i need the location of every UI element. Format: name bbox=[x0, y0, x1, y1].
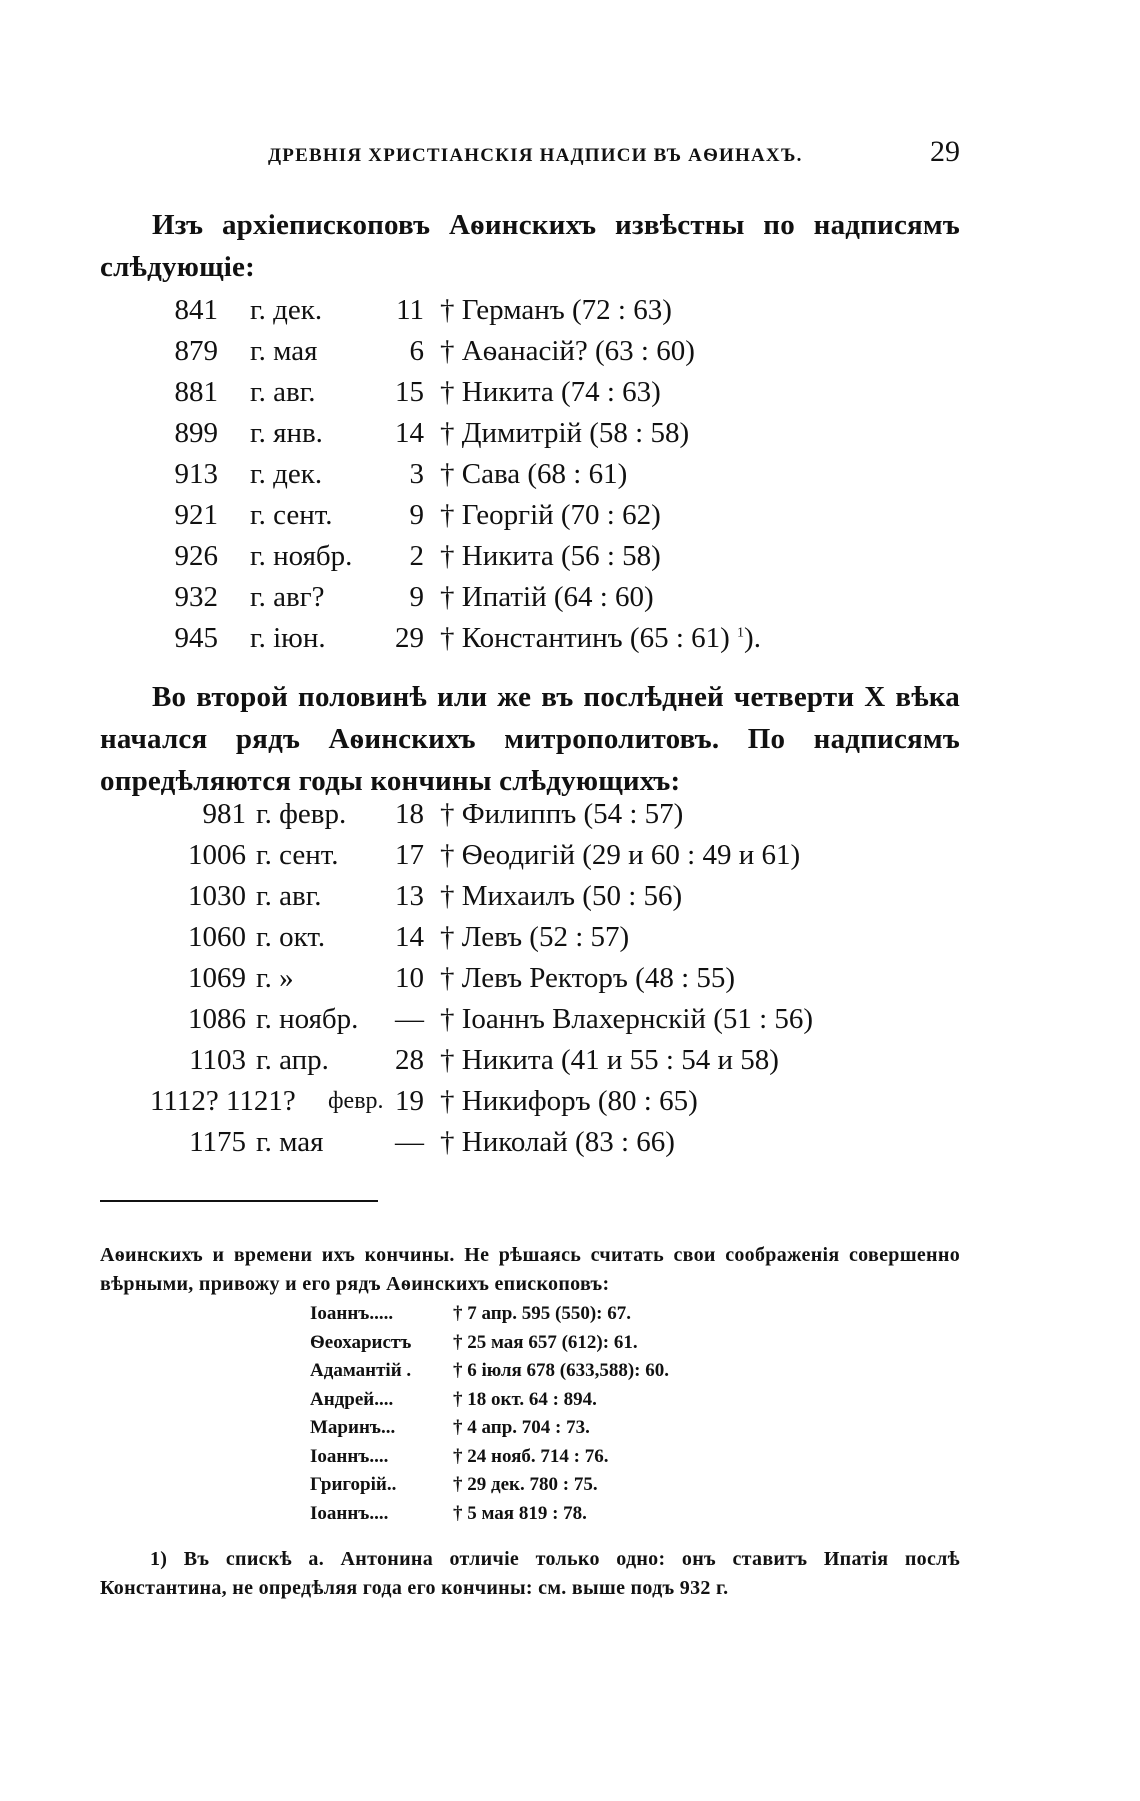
year: 932 bbox=[174, 581, 218, 613]
footnote-mark: 1) bbox=[150, 1548, 168, 1570]
year: 981 bbox=[202, 798, 246, 830]
list-item bbox=[150, 839, 870, 880]
footnote-continuation: Аѳинскихъ и времени ихъ кончины. Не рѣшаясь считать свои соображенія совершенно вѣрными, привожу и его рядъ Аѳинскихъ епископовъ: bbox=[100, 1244, 960, 1295]
bishop-data: † 5 мая 819 : 78. bbox=[453, 1502, 587, 1524]
day: 10 bbox=[395, 962, 424, 994]
bishop-data: † 6 іюля 678 (633,588): 60. bbox=[453, 1360, 669, 1381]
bishop-data: † 29 дек. 780 : 75. bbox=[453, 1474, 598, 1495]
list-item bbox=[150, 622, 870, 663]
day: 6 bbox=[409, 335, 424, 367]
bishop-data: † 18 окт. 64 : 894. bbox=[453, 1388, 597, 1410]
footnote-ref: 1 bbox=[737, 625, 745, 641]
day: 28 bbox=[395, 1044, 424, 1076]
year: 945 bbox=[174, 622, 218, 654]
list-item bbox=[150, 1085, 870, 1126]
month: г. мая bbox=[256, 1126, 324, 1158]
bishop-data: † 7 апр. 595 (550): 67. bbox=[453, 1303, 631, 1324]
list-item bbox=[150, 581, 870, 622]
month: г. окт. bbox=[256, 921, 326, 953]
year: 879 bbox=[174, 335, 218, 367]
day: 9 bbox=[409, 499, 424, 531]
month: г. » bbox=[256, 962, 294, 994]
day: 19 bbox=[395, 1085, 424, 1117]
bishop-name: Іоаннъ.... bbox=[310, 1445, 389, 1467]
day: 3 bbox=[409, 458, 424, 490]
month: г. дек. bbox=[250, 294, 323, 326]
month: г. авг. bbox=[250, 376, 316, 408]
year: 921 bbox=[174, 499, 218, 531]
year: 1112? 1121? bbox=[150, 1085, 296, 1117]
month: г. дек. bbox=[250, 458, 323, 490]
day: 13 bbox=[395, 880, 424, 912]
month: г. авг. bbox=[256, 880, 322, 912]
list-item bbox=[150, 880, 870, 921]
bishop-name: Андрей.... bbox=[310, 1388, 394, 1410]
day: 15 bbox=[395, 376, 424, 408]
list-item bbox=[150, 417, 870, 458]
name: † Ѳеодигій (29 и 60 : 49 и 61) bbox=[440, 839, 801, 871]
list-item bbox=[150, 540, 870, 581]
list-item bbox=[150, 962, 870, 1003]
year: 1175 bbox=[189, 1126, 246, 1158]
name: † Ипатій (64 : 60) bbox=[440, 581, 654, 613]
bishop-name: Маринъ... bbox=[310, 1417, 396, 1438]
day: 14 bbox=[395, 921, 424, 953]
year: 1060 bbox=[188, 921, 246, 953]
month: г. авг? bbox=[250, 581, 325, 613]
running-header bbox=[100, 135, 960, 169]
bishop-name: Григорій.. bbox=[310, 1474, 397, 1495]
running-title: ДРЕВНІЯ ХРИСТІАНСКІЯ НАДПИСИ ВЪ АѲИНАХЪ. bbox=[268, 145, 803, 166]
list-item bbox=[150, 294, 870, 335]
year: 1086 bbox=[188, 1003, 246, 1035]
name: † Аѳанасій? (63 : 60) bbox=[440, 335, 695, 367]
year: 841 bbox=[174, 294, 218, 326]
bishop-name: Іоаннъ..... bbox=[310, 1303, 394, 1324]
list-item bbox=[150, 1003, 870, 1044]
bishop-data: † 24 нояб. 714 : 76. bbox=[453, 1445, 609, 1467]
name: † Димитрій (58 : 58) bbox=[440, 417, 690, 449]
name: † Сава (68 : 61) bbox=[440, 458, 628, 490]
page-number: 29 bbox=[930, 135, 960, 168]
bishop-name: Ѳеохаристъ bbox=[310, 1331, 412, 1353]
year: 926 bbox=[174, 540, 218, 572]
name: † Никифоръ (80 : 65) bbox=[440, 1085, 698, 1117]
list-item bbox=[150, 335, 870, 376]
name: † Левъ (52 : 57) bbox=[440, 921, 630, 953]
bishop-name: Іоаннъ.... bbox=[310, 1502, 389, 1524]
month: г. мая bbox=[250, 335, 318, 367]
month: г. янв. bbox=[250, 417, 323, 449]
month: г. іюн. bbox=[250, 622, 326, 654]
year: 1069 bbox=[188, 962, 246, 994]
year: 1103 bbox=[189, 1044, 246, 1076]
day: 17 bbox=[395, 839, 424, 871]
month: г. сент. bbox=[250, 499, 333, 531]
month: г. ноябр. bbox=[256, 1003, 359, 1035]
metropolitans-list bbox=[150, 798, 870, 1167]
list-item bbox=[150, 458, 870, 499]
archbishops-list bbox=[150, 294, 870, 663]
name: † Никита (56 : 58) bbox=[440, 540, 661, 572]
year: 1030 bbox=[188, 880, 246, 912]
day: 9 bbox=[409, 581, 424, 613]
month: г. ноябр. bbox=[250, 540, 353, 572]
name: † Никита (41 и 55 : 54 и 58) bbox=[440, 1044, 779, 1076]
year: 899 bbox=[174, 417, 218, 449]
bishop-data: † 4 апр. 704 : 73. bbox=[453, 1417, 590, 1438]
month: февр. bbox=[328, 1088, 384, 1114]
list-item bbox=[150, 376, 870, 417]
name-text: † Константинъ (65 : 61) bbox=[440, 622, 730, 654]
list-item bbox=[150, 499, 870, 540]
footnote-1 bbox=[100, 1545, 960, 1603]
day: — bbox=[395, 1126, 424, 1158]
footnote-divider bbox=[100, 1200, 378, 1202]
month: г. сент. bbox=[256, 839, 339, 871]
day: 29 bbox=[395, 622, 424, 654]
year: 1006 bbox=[188, 839, 246, 871]
name: † Филиппъ (54 : 57) bbox=[440, 798, 684, 830]
day: 14 bbox=[395, 417, 424, 449]
bishop-data: † 25 мая 657 (612): 61. bbox=[453, 1331, 638, 1353]
day: 11 bbox=[396, 294, 424, 326]
day: — bbox=[395, 1003, 424, 1035]
paragraph-metropolitans-intro: Во второй половинѣ или же въ послѣдней четверти X вѣка начался рядъ Аѳинскихъ митрополитовъ. По надписямъ опредѣляются годы кончины слѣдующихъ: bbox=[100, 681, 960, 797]
name: † Никита (74 : 63) bbox=[440, 376, 661, 408]
name: † Германъ (72 : 63) bbox=[440, 294, 672, 326]
list-item bbox=[150, 921, 870, 962]
footnote-text: Въ спискѣ а. Антонина отличіе только одно: онъ ставитъ Ипатія послѣ Константина, не опредѣляя года его кончины: см. выше подъ 932 г. bbox=[100, 1548, 960, 1599]
bishop-name: Адамантій . bbox=[310, 1360, 412, 1381]
month: г. февр. bbox=[256, 798, 347, 830]
name: † Іоаннъ Влахернскій (51 : 56) bbox=[440, 1003, 814, 1035]
name: † Георгій (70 : 62) bbox=[440, 499, 661, 531]
list-item bbox=[150, 1044, 870, 1085]
name: † Николай (83 : 66) bbox=[440, 1126, 675, 1158]
name: † Михаилъ (50 : 56) bbox=[440, 880, 683, 912]
year: 913 bbox=[174, 458, 218, 490]
list-item bbox=[150, 798, 870, 839]
day: 18 bbox=[395, 798, 424, 830]
paragraph-archbishops-intro: Изъ архіепископовъ Аѳинскихъ извѣстны по надписямъ слѣдующіе: bbox=[100, 209, 960, 283]
year: 881 bbox=[174, 376, 218, 408]
day: 2 bbox=[409, 540, 424, 572]
month: г. апр. bbox=[256, 1044, 329, 1076]
name: † Константинъ (65 : 61) $^1$). bbox=[440, 622, 761, 654]
name: † Левъ Ректоръ (48 : 55) bbox=[440, 962, 736, 994]
list-item bbox=[150, 1126, 870, 1167]
